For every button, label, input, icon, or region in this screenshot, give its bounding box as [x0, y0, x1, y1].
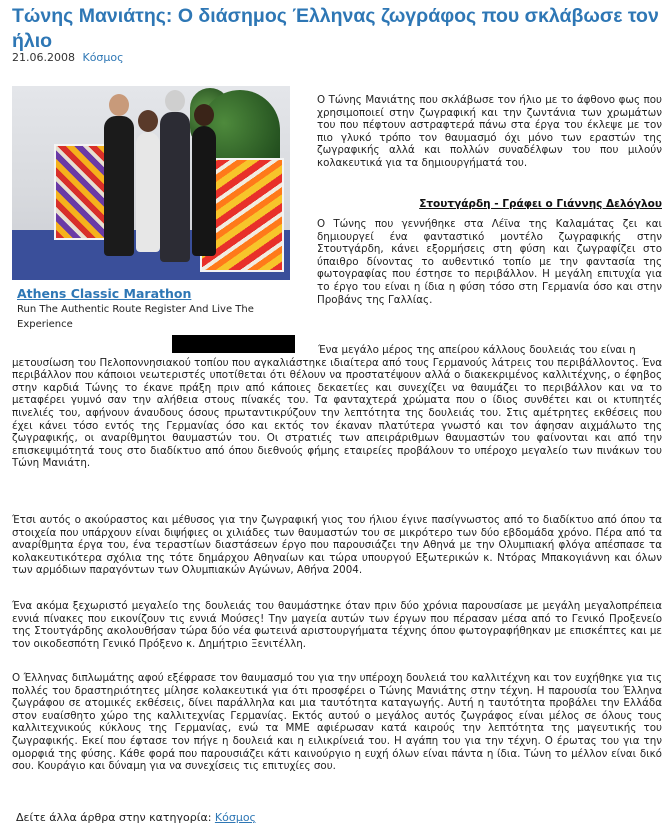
ad-title-link[interactable]: Athens Classic Marathon	[17, 286, 192, 301]
related-articles	[16, 811, 256, 824]
ad-text: Run The Authentic Route Register And Live The Experience	[17, 304, 254, 330]
article-photo	[12, 86, 290, 280]
related-category-link[interactable]: Κόσμος	[214, 811, 257, 824]
article-intro: Ο Τώνης Μανιάτης που σκλάβωσε τον ήλιο με το άφθονο φως που χρησιμοποιεί στην ζωγραφική και την ζωντάνια των χρωμάτων του που πέφτουν αστραφτερά πάνω στα έργα του έκλεψε με τον πιο γλυκό τρόπο τον θαυμασμό όχι μόνο των εραστών της ζωγραφικής αλλά και πολλών συναδέλφων του που μιλούν κολακευτικά για τα δημιουργήματά του.	[317, 94, 662, 169]
article-paragraph-4: Ένα ακόμα ξεχωριστό μεγαλείο της δουλειάς του θαυμάστηκε όταν πριν δύο χρόνια παρουσίασε με μεγάλη μεγαλοπρέπεια εννιά πίνακες που εικονίζουν τις εννιά Μούσες! Την μαγεία αυτών των έργων που πέρασαν μέσα από το Γενικό Προξενείο της Στουτγάρδης ακολουθήσαν τώρα δύο νέα φωτεινά αριστουργήματα τέχνης όπου φωτογραφήθηκαν με επισκέπτες και με τον οικοδεσπότη Γενικό Πρόξενο κ. Δημήτριο Ξενιτέλλη.	[12, 600, 662, 650]
article-paragraph-1: Ο Τώνης που γεννήθηκε στα Λέϊνα της Καλαμάτας ζει και δημιουργεί ένα φανταστικό μοντέλο ζωγραφικής στην Στουτγάρδη, κάνει εξορμήσεις στη φύση και ζωγραφίζει στο ύπαιθρο δίνοντας το αυθεντικό τοπίο με την φαντασία της φωτογραφίας που έστησε το περιβάλλον. Η μεγάλη επιτυχία για το έργο του είναι η ίδια η φύση τόσο στη Γερμανία όσο και στην Προβάνς της Γαλλίας.	[317, 218, 662, 306]
article-paragraph-2	[12, 344, 662, 470]
article-paragraph-3: Έτσι αυτός ο ακούραστος και μέθυσος για την ζωγραφική γιος του ήλιου έγινε πασίγνωστος από το διαδίκτυο από όπου τα στοιχεία που υπάρχουν είναι διψήφιες οι χιλιάδες των θαυμαστών του σε μικρότερο των δύο εβδομάδα χρόνο. Πέρα από τα αναρίθμητα έργα του, ένα τεραστίων διαστάσεων έργο που παρουσιάζει την Αθηνά με την Ολυμπιακή φλόγα απέσπασε τα κολακευτικότερα σχόλια της τότε δημάρχου Αθηναίων και τώρα υπουργού Εξωτερικών κ. Ντόρας Μπακογιάννη και όλων των αρμόδιων παραγόντων των Ολυμπιακών Αγώνων, Αθήνα 2004.	[12, 514, 662, 577]
related-label: Δείτε άλλα άρθρα στην κατηγορία:	[16, 811, 212, 824]
article-byline: Στουτγάρδη - Γράφει ο Γιάννης Δελόγλου	[419, 198, 662, 210]
category-link[interactable]: Κόσμος	[82, 51, 124, 64]
article-title: Τώνης Μανιάτης: Ο διάσημος Έλληνας ζωγράφος που σκλάβωσε τον ήλιο	[12, 5, 659, 52]
article-paragraph-5: Ο Έλληνας διπλωμάτης αφού εξέφρασε τον θαυμασμό του για την υπέροχη δουλειά του καλλιτέχνη και τον ευχήθηκε για τις πολλές του δραστηριότητες μίλησε κολακευτικά για ότι προσφέρει ο Τώνης Μανιάτης στην τέχνη. Η παρουσία του Έλληνα ζωγράφου σε ατομικές εκθέσεις, δίνει παράλληλα και μια ταυτότητα καταγωγής. Αυτή η ταυτότητα προβάλει την Ελλάδα στον ευαίσθητο χώρο της καλλιτεχνίας Γερμανίας. Εκτός αυτού ο μεγάλος αυτός ζωγράφος είναι μέλος σε όλους τους καλλιτεχνικούς κύκλους της Γερμανίας, ενώ τα ΜΜΕ αφιέρωσαν κατά καιρούς την λεπτότητα της μαγευτικής του ζωγραφικής. Εκεί που έφτασε τον πήγε η δουλειά και η ειλικρίνειά του. Η αγάπη του για την τέχνη. Ο έρωτας του για την ομορφιά της φύσης. Κάθε φορά που παρουσιάζει κάτι καινούργιο η ευχή όλων είναι πάντα η ίδια. Τώνη το μέλλον είναι δικό σου. Κουράγιο και δύναμη για να συνεχίσεις τις επιτυχίες σου.	[12, 672, 662, 773]
article-paragraph-2-body: μετουσίωση του Πελοποννησιακού τοπίου που αγκαλιάστηκε ιδιαίτερα από τους Γερμανούς λάτρεις του περιβάλλοντος. Ένα περιβάλλον που κάποιοι νεωτεριστές υποτίθεται ότι θέλουν να προστατέψουν αλλά ο διακεκριμένος καλλιτέχνης, ο έφηβος στην καρδιά Τώνης το έκανε πράξη πριν από κάποιες δεκαετίες και συνεχίζει να θαυμάζει το περιβάλλον και να το μεταφέρει γυμνό σαν την αλήθεια στους πίνακές του. Τα φανταχτερά χρώματα που ο ίδιος συνθέτει και οι κτυπητές πινελιές του, αφήνουν άναυδους όσους πρωταντικρύζουν την λεπτότητα της δουλειάς του. Στις αμέτρητες εκθέσεις που έχει κάνει τόσο εντός της Γερμανίας όσο και εκτός τον έκαναν πλατύτερα γνωστό και τον άφησαν αιχμάλωτο της ζωγραφικής, οι αναρίθμητοι θαυμαστών του. Οι στρατιές των απειράριθμων θαυμαστών του φαίνονται και από την επισκεψιμότητά τους στο διαδίκτυο από όπου διεθνούς φήμης εταιρείες προβάλουν το υπέροχο μεγαλείο των πινάκων του Τώνη Μανιάτη.	[12, 356, 662, 470]
dateline	[12, 51, 124, 64]
article-date: 21.06.2008	[12, 51, 75, 64]
article-paragraph-2-lead: Ένα μεγάλο μέρος της απείρου κάλλους δουλειάς του είναι η	[318, 344, 636, 356]
